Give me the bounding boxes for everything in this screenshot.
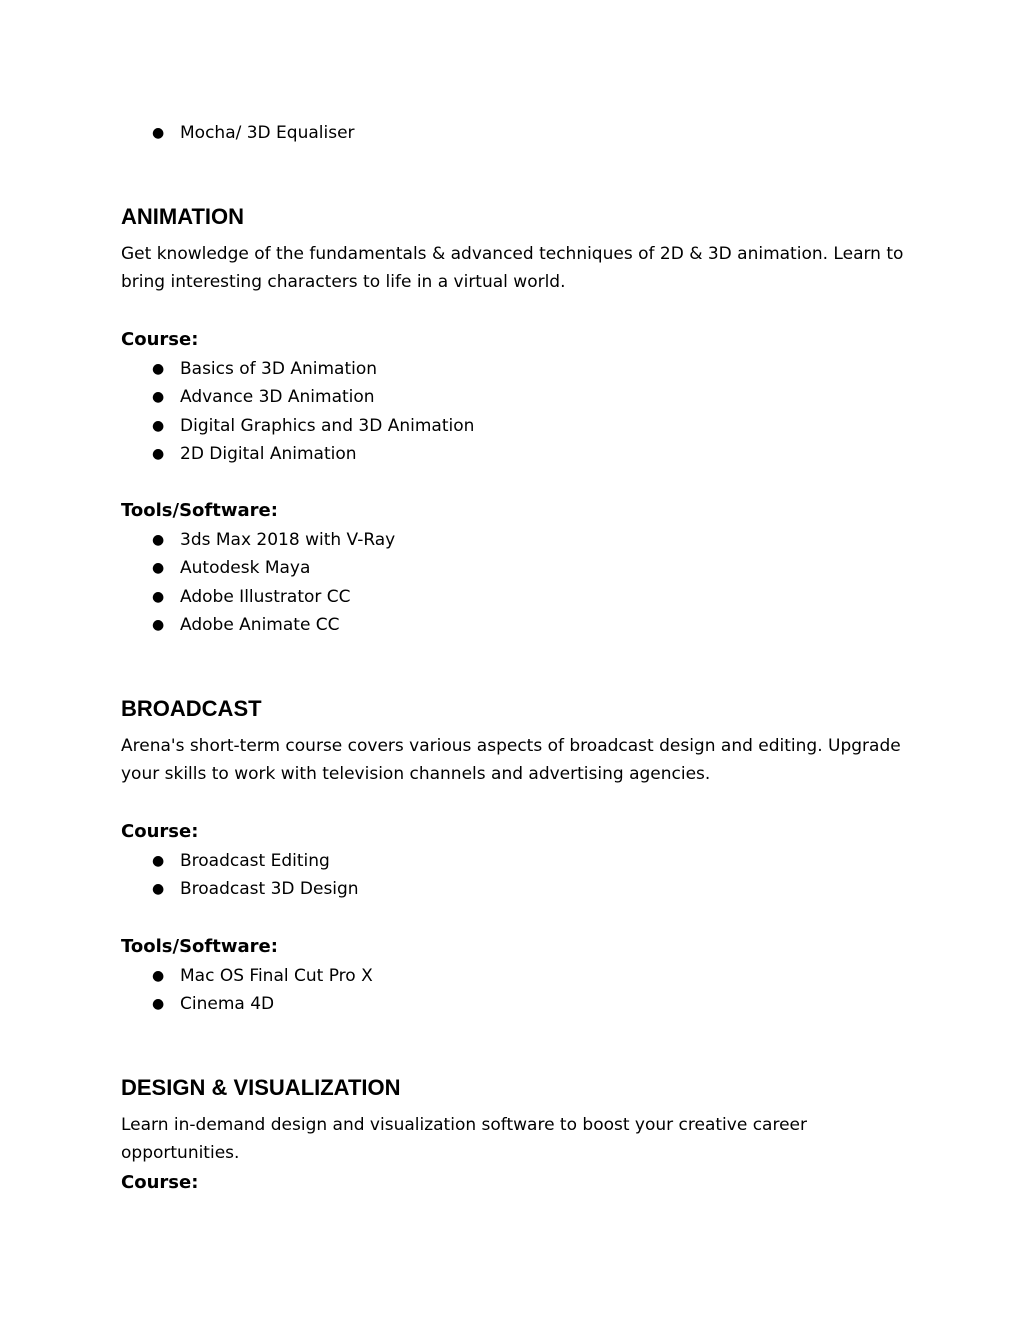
section-description-animation: Get knowledge of the fundamentals & advanced techniques of 2D & 3D animation. Learn to bring interesting characters to life in a virtual world.: [121, 244, 904, 292]
bullet: ●: [152, 125, 165, 141]
course-list-broadcast: [121, 847, 359, 904]
section-heading-animation: ANIMATION: [121, 204, 245, 229]
section-heading-design: DESIGN & VISUALIZATION: [121, 1075, 401, 1100]
list-item-text: Basics of 3D Animation: [180, 359, 378, 379]
list-item: [121, 847, 359, 875]
top-tools-list: [121, 119, 355, 147]
list-item: [121, 611, 395, 639]
course-label-animation: Course:: [121, 329, 199, 350]
bullet: ●: [152, 560, 165, 577]
tools-label-animation: Tools/Software:: [121, 500, 278, 521]
list-item: [121, 554, 395, 582]
bullet: ●: [152, 968, 165, 984]
course-label-broadcast: Course:: [121, 821, 199, 842]
list-item-text: Adobe Animate CC: [180, 614, 340, 635]
list-item: [121, 962, 373, 990]
list-item-text: Broadcast 3D Design: [180, 879, 359, 900]
bullet: ●: [152, 417, 165, 434]
bullet: ●: [152, 616, 165, 633]
list-item: [121, 990, 373, 1018]
list-item-text: Mac OS Final Cut Pro X: [180, 966, 373, 986]
list-item-text: Adobe Illustrator CC: [180, 586, 351, 607]
list-item-text: Cinema 4D: [180, 994, 275, 1015]
bullet: ●: [152, 361, 165, 377]
list-item-text: Advance 3D Animation: [180, 387, 375, 408]
bullet: ●: [152, 853, 165, 869]
bullet: ●: [152, 996, 165, 1013]
list-item-text: Mocha/ 3D Equaliser: [180, 123, 355, 143]
list-item: [121, 583, 395, 611]
section-heading-broadcast: BROADCAST: [121, 696, 262, 721]
section-description-broadcast: Arena's short-term course covers various aspects of broadcast design and editing. Upgrade your skills to work with television channels and advertising agencies.: [121, 736, 901, 784]
course-list-animation: [121, 355, 474, 468]
list-item-text: Broadcast Editing: [180, 851, 330, 871]
list-item-text: 3ds Max 2018 with V-Ray: [180, 530, 396, 550]
tools-list-animation: [121, 526, 395, 639]
list-item: [121, 383, 474, 411]
list-item: [121, 875, 359, 903]
list-item: [121, 412, 474, 440]
list-item-text: Digital Graphics and 3D Animation: [180, 415, 475, 436]
bullet: ●: [152, 532, 165, 548]
tools-label-broadcast: Tools/Software:: [121, 936, 278, 957]
course-label-design: Course:: [121, 1172, 199, 1193]
bullet: ●: [152, 588, 165, 605]
section-description-design: Learn in-demand design and visualization software to boost your creative career opportunities.: [121, 1115, 807, 1163]
bullet: ●: [152, 881, 165, 898]
list-item: [121, 119, 355, 147]
bullet: ●: [152, 389, 165, 406]
list-item: [121, 355, 474, 383]
bullet: ●: [152, 445, 165, 462]
list-item-text: 2D Digital Animation: [180, 443, 357, 464]
list-item: [121, 440, 474, 468]
tools-list-broadcast: [121, 962, 373, 1019]
list-item: [121, 526, 395, 554]
list-item-text: Autodesk Maya: [180, 558, 311, 579]
